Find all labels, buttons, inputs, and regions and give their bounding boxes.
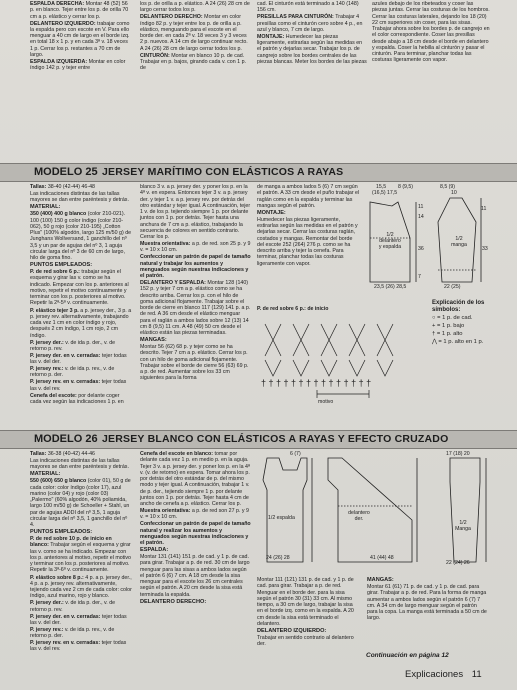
- m25-c1-paragraph-4: PUNTOS EMPLEADOS:: [30, 262, 93, 269]
- model-26-sleeve-schematic: [440, 450, 496, 570]
- m25-c1-text-10: tejer todas las v. del rev.: [30, 379, 127, 392]
- m25-c1-heading-8: P. jersey der. en v. cerradas:: [30, 352, 101, 359]
- model-25-sleeve-dim-1: 8,5 (9): [440, 184, 455, 190]
- m25-c1-heading-9: P. jersey rev.:: [30, 366, 64, 373]
- m26-c2-paragraph-1: [140, 508, 252, 521]
- m25-c1-text-8: tejer todas las v. del der.: [30, 352, 127, 366]
- legend-item-alto-en: ⋀ = 1 p. alto en 1 p.: [432, 339, 484, 345]
- m25-c1-paragraph-1: [30, 191, 132, 204]
- top-c3-text-0: cad. El cinturón está terminado a 140 (148) 156 cm.: [257, 1, 359, 14]
- m26-c1-paragraph-9: [30, 627, 132, 640]
- top-c3-text-2: Humedecer las piezas ligeramente, estirarlas según las medidas en el patrón y dejarlas secar. Trabajar los p. de cangrejo sobre los bordes centrales de las piezas blancas. Meter los bordes de las piezas: [257, 33, 367, 65]
- top-c1-text-2: Montar en color índigo 142 p. y tejer entre: [30, 58, 126, 72]
- m26-c2-text-0: tomar por delante cada vez 1 p. en medio p. en la aguja. Tejer 3 v. a p. jersey der. y poner los p. en la 4ª v. (v. de retorno) en espera. Tomar ahora los p. por detrás del otro estándar de p. del mismo modo y tejer igual. A continuación, trabajar 1 v. de p. der., tejiendo siempre 1 p. por delante juntos con 1 p. por detrás. Tejer hasta 4 cm de ancho de cenefa a p. elástico. Cerrar los p.: [140, 451, 250, 507]
- top-c3-text-1: Trabajar 4 presillas como el cinturón cero sobre 4 p., en azul y blanco, 7 cm de largo.: [257, 14, 363, 33]
- top-c1-paragraph-1: [30, 21, 132, 59]
- top-c2-text-0: los p. de orilla a p. elástico. A 24 (26) 28 cm de largo cerrar todos los p.: [140, 1, 250, 14]
- model-25-symbol-legend: [432, 300, 504, 346]
- m25-c1-text-11: por delante coger cada vez según las indicaciones 1 p. en: [30, 392, 124, 406]
- m25-c1-text-5: trabajar según el esquema y girar las v. como se ha indicado. Empezar con los p. anteriores al motivo, repetir el motivo continuamente y terminar con los p. posteriores al motivo. Repetir la 2ª-5ª v. continuamente.: [30, 269, 129, 307]
- m25-c1-heading-0: Tallas:: [30, 184, 47, 190]
- model-26-column-1: [30, 451, 132, 654]
- m25-c1-text-7: v. de ida p. der., v. de retorno p. rev.: [30, 339, 116, 352]
- model-26-front-label: delantero der.: [348, 510, 370, 522]
- model-25-column-1: [30, 184, 132, 406]
- m25-c2-text-0: blanco 3 v. a p. jersey der. y poner los p. en la 4ª v. en espera. Entonces tejer 3 v. a p. jersey der. y tejer 1 v. a p. jersey rev. por detrás del otro estándar y tejer igual. A continuación, tejer 1 v. de los p. tejiendo siempre 1 p. por delante juntos con 1 p. por detrás. Tejer hasta una anchura de 7 cm a p. elástico, trabajando la secuencia de colores en sentido contrario. Cerrar los p.: [140, 184, 251, 240]
- m25-c1-text-1: Las indicaciones distintas de las tallas mayores se dan entre paréntesis y detrás.: [30, 191, 129, 204]
- m26-c3-text-2: Trabajar en sentido contrario al delantero der.: [257, 634, 354, 648]
- top-c1-paragraph-2: [30, 59, 132, 72]
- top-c1-heading-0: ESPALDA DERECHA:: [30, 1, 85, 7]
- m25-c2-heading-3: DELANTERO Y ESPALDA:: [140, 280, 206, 287]
- m25-c2-text-3: Montar 128 (140) 152 p. y tejer 7 cm a p. elástico como se ha descrito arriba. Cerrar los p. con el hilo de goma adicional flojamente. Trabajar sobre el borde de cierre en blanco 117 (129) 141 p. a p. de red. A 36 cm desde el elástico menguar para el raglán a ambos lados sobre 12 (13) 14 cm 8 (9,5) 11 cm. A 48 (49) 50 cm desde el elástico están las piezas terminadas.: [140, 280, 251, 337]
- model-26-back-schematic: [257, 450, 319, 570]
- m26-c2-text-4: Montar 131 (141) 151 p. de cad. y 1 p. de cad. para girar. Trabajar a p. de red. 30 cm de largo menguar para las sisas a ambos lados según el patrón 6 (6) 7 cm. A 18 cm desde la sisa menguar para el escote los 26 cm centrales según el patrón. A 20 cm desde la sisa está terminada la espalda.: [140, 554, 250, 598]
- m25-c1-paragraph-5: [30, 269, 132, 307]
- m26-c1-text-9: v. de ida p. rev., v. de retorno p. der.: [30, 626, 115, 640]
- model-26-back-dim-1: 6 (7): [290, 451, 301, 457]
- m25-c3-text-0: de manga a ambos lados 5 (6) 7 cm según el patrón. A 33 cm desde el puño trabajar el raglán como en la espalda y terminar las mangas según el patrón.: [257, 184, 360, 209]
- m25-c1-heading-10: P. jersey rev. en v. cerradas:: [30, 379, 101, 386]
- m26-c1-paragraph-7: [30, 600, 132, 613]
- model-26-number: MODELO 26: [34, 433, 98, 445]
- m25-c3-text-2: Humedecer las piezas ligeramente, estirarlas según las medidas en el patrón y dejarlas secar. Cerrar las costuras raglán, costados y mangas. Remontar del borde del escote 252 (264) 276 p. como se ha descrito arriba y tejer la cenefa. Para terminar, planchar todas las costuras ligeramente con vapor.: [257, 216, 358, 267]
- top-c2-paragraph-1: [140, 14, 250, 52]
- m25-c2-heading-1: Muestra orientativa:: [140, 241, 191, 248]
- m25-c1-paragraph-10: [30, 379, 132, 392]
- m26-c3-paragraph-2: [257, 635, 360, 648]
- m26-c1-paragraph-6: [30, 575, 132, 600]
- m25-c1-text-9: v. de ida p. rev., v. de retorno p. der.: [30, 366, 115, 379]
- m25-c1-heading-5: P. de red sobre 6 p.:: [30, 269, 80, 276]
- model-25-body-label: 1/2 delantero y espalda: [378, 232, 402, 250]
- m26-c2-paragraph-5: DELANTERO DERECHO:: [140, 598, 207, 605]
- top-c1-text-1: trabajar como la espalda pero con escote en V. Para ello menguar a 40 cm de largo en el borde izq. en total 18 x 1 p. y en cada 3ª v. 18 veces 1 p. Cerrar los p. restantes a 70 cm de largo.: [30, 20, 130, 58]
- top-c2-heading-1: DELANTERO DERECHO:: [140, 14, 203, 21]
- top-c2-paragraph-0: [140, 1, 250, 14]
- m26-c1-heading-10: P. jersey rev. en v. cerradas:: [30, 640, 101, 647]
- top-c4-paragraph-0: [372, 1, 490, 64]
- model-26-sleeve-dim-1: 17 (18) 20: [446, 451, 470, 457]
- m26-c1-text-6: 4 p. a p. jersey der., 4 p. a p. jersey rev. alternativamente, tejiendo cada vez 2 cm de cada color: color índigo, azul marino, rojo y blanco.: [30, 574, 132, 600]
- model-25-sleeve-dim-5: 22 (25): [444, 284, 461, 290]
- m26-c2-heading-0: Cenefa del escote en blanco:: [140, 451, 214, 457]
- top-c3-heading-2: MONTAJE:: [257, 33, 285, 40]
- legend-title: Explicación de los símbolos:: [432, 300, 485, 313]
- continuation-note: Continuación en página 12: [366, 652, 449, 659]
- m25-c3-paragraph-1: MONTAJE:: [257, 209, 286, 216]
- model-25-chart-motivo: motivo: [318, 399, 334, 405]
- m25-c2-paragraph-5: [140, 344, 252, 382]
- top-column-3: [257, 1, 367, 66]
- m26-c1-heading-8: P. jersey der. en v. cerradas:: [30, 613, 101, 620]
- m26-c1-text-5: Trabajar según el esquema y girar las v. como se ha indicado. Empezar con los p. anteriores al motivo, repetir el motivo y terminar con los p. posteriores al motivo. Repetir la 3ª-6ª v. continuamente.: [30, 542, 131, 574]
- top-c3-paragraph-1: [257, 14, 367, 33]
- m25-c1-paragraph-7: [30, 340, 132, 353]
- m25-c1-text-0: 38-40 (42-44) 46-48: [46, 184, 95, 190]
- m25-c1-paragraph-8: [30, 353, 132, 366]
- model-26-column-3: [257, 577, 360, 648]
- top-c3-paragraph-2: [257, 34, 367, 65]
- model-26-column-2: [140, 451, 252, 606]
- top-c2-paragraph-2: [140, 53, 250, 72]
- m26-c1-paragraph-0: [30, 451, 132, 457]
- top-c3-heading-1: PRESILLAS PARA CINTURÓN:: [257, 14, 334, 21]
- model-25-title: JERSEY MARÍTIMO CON ELÁSTICOS A RAYAS: [102, 166, 344, 178]
- m26-c1-paragraph-3: [30, 478, 132, 528]
- m26-c1-heading-7: P. jersey der.:: [30, 600, 64, 607]
- m25-c1-text-6: a p. jersey der., 3 p. a p. jersey rev. alternativamente, trabajando cada vez 1 cm en color índigo y rojo, después 2 cm índigo, 1 cm rojo, 2 cm índigo.: [30, 307, 132, 339]
- m26-c3-text-0: Montar 111 (121) 131 p. de cad. y 1 p. de cad. para girar. Trabajar a p. de red. Menguar en el borde der. para la sisa según el patrón 30 (31) 33 cm. Al mismo tiempo, a 30 cm de largo, trabajar la sisa en el borde izq. como en la espalda. A 20 cm desde la sisa está terminado el delantero.: [257, 577, 354, 627]
- m25-c1-paragraph-3: [30, 211, 132, 261]
- m26-c1-heading-0: Tallas:: [30, 451, 47, 457]
- m26-c1-paragraph-4: PUNTOS EMPLEADOS:: [30, 529, 93, 536]
- model-25-body-dim-top3: (16,5) 17,5: [372, 190, 398, 196]
- model-26-column-4: [367, 577, 487, 622]
- model-26-sleeve-dim-2: 22 (24) 26: [446, 560, 470, 566]
- m26-c4-paragraph-1: [367, 584, 487, 622]
- model-25-number: MODELO 25: [34, 166, 98, 178]
- m26-c4-text-1: Montar 61 (61) 71 p. de cad. y 1 p. de cad. para girar. Trabajar a p. de red. Para la forma de manga aumentar a ambos lados según el patrón 6 (7) 7 cm. A 34 cm de largo menguar según el patrón para la copa. La manga está terminada a 50 cm de largo.: [367, 584, 487, 622]
- top-column-2: [140, 1, 250, 72]
- m26-c3-paragraph-0: [257, 577, 360, 627]
- model-25-body-dim-right1: 11: [418, 204, 424, 210]
- m25-c3-paragraph-2: [257, 217, 360, 267]
- legend-item-cad: ○ = 1 p. de cad.: [432, 315, 473, 321]
- model-25-body-dim-right3: 36: [418, 246, 424, 252]
- m26-c4-paragraph-0: MANGAS:: [367, 577, 394, 583]
- m25-c1-paragraph-0: [30, 184, 132, 190]
- top-c1-heading-2: ESPALDA IZQUIERDA:: [30, 58, 88, 65]
- model-25-column-3: [257, 184, 360, 268]
- top-c2-text-2: Montar en blanco 10 p. de cad. Trabajar en p. bajos, girando cada v. con 1 p. de: [140, 52, 247, 72]
- m26-c2-heading-1: Muestra orientativa:: [140, 508, 191, 515]
- model-25-sleeve-dim-2: 10: [451, 190, 457, 196]
- model-25-stitch-chart: [257, 314, 407, 404]
- m26-c1-heading-6: P. elástico sobre 8 p.:: [30, 574, 84, 581]
- model-26-sleeve-label: 1/2 Manga: [455, 520, 471, 532]
- m26-c1-paragraph-10: [30, 640, 132, 653]
- model-26-back-dim-2: 24 (26) 28: [266, 555, 290, 561]
- model-25-body-dim-bottom: 23,5 (26) 28,5: [374, 284, 407, 290]
- m25-c2-paragraph-1: [140, 241, 252, 254]
- m26-c1-text-1: Las indicaciones distintas de las tallas mayores se dan entre paréntesis y detrás.: [30, 458, 129, 471]
- top-column-4: [372, 1, 490, 64]
- model-25-header: [0, 163, 517, 182]
- model-26-front-dim-1: 41 (44) 48: [370, 555, 394, 561]
- m26-c1-heading-3: 550 (600) 650 g blanco: [30, 478, 87, 485]
- m26-c1-text-7: v. de ida p. der., v. de retorno p. rev.: [30, 600, 116, 613]
- top-c1-text-0: Montar 48 (52) 56 p. en blanco. Tejer entre los p. de orilla 70 cm a p. elástico y cerrar los p.: [30, 1, 129, 20]
- svg-text:† † † † † † † † † † † † † † †: † † † † † † † † † † † † † † †: [261, 378, 372, 388]
- model-25-column-2: [140, 184, 252, 383]
- m26-c2-paragraph-0: [140, 451, 252, 507]
- m26-c1-paragraph-1: [30, 458, 132, 471]
- m25-c2-paragraph-0: [140, 184, 252, 240]
- m25-c2-paragraph-4: MANGAS:: [140, 337, 167, 344]
- model-25-body-dim-top: 15,5: [376, 184, 387, 190]
- top-column-1: [30, 1, 132, 72]
- m25-c2-text-5: Montar 56 (62) 68 p. y tejer como se ha descrito. Tejer 7 cm a p. elástico. Cerrar los p. con un hilo de goma adicional flojamente. Trabajar sobre el borde de cierre 56 (63) 69 p. a p. de red. Aumentar sobre los 33 cm siguientes para la forma: [140, 344, 249, 382]
- top-c4-text-0: azules debajo de los ribeteados y coser las piezas juntas. Cerrar las costuras de los hombros. Cerrar las costuras laterales, dejando los 18 (20) 22 cm superiores sin coser, para las sisas. Trabajar ahora sobre los bordes p. de cangrejo en el color correspondiente. Coser las presillas desde abajo a 18 cm desde el borde en delantero y espalda. Coser la hebilla al cinturón y pasar el cinturón. Para terminar, planchar todas las costuras ligeramente con vapor.: [372, 1, 490, 64]
- model-25-chart-title: P. de red sobre 6 p.: de inicio: [257, 306, 329, 312]
- m26-c1-text-8: tejer todas las v. del der.: [30, 613, 127, 626]
- model-25-sleeve-label: 1/2 manga: [451, 236, 467, 248]
- top-c1-paragraph-0: [30, 1, 132, 20]
- model-25-body-dim-top2: 8 (9,5): [398, 184, 413, 190]
- m26-c1-text-3: (color 01), 50 g de cada color: color índigo (color 17), azul marino (color 04) y rojo (color 03) „Palermo" (60% algodón, 40% poliamida, largo 100 m/50 g) de Schoeller + Stahl, un par de agujas ADDI del nº 3,5, 1 aguja circular larga del nº 3,5, 1 ganchillo del nº 4.: [30, 478, 131, 529]
- top-c1-heading-1: DELANTERO IZQUIERDO:: [30, 20, 96, 27]
- m26-c2-text-1: a p. de red son 27 p. y 9 v. = 10 x 10 cm.: [140, 508, 249, 521]
- m25-c1-paragraph-6: [30, 308, 132, 339]
- m25-c1-heading-7: P. jersey der.:: [30, 339, 64, 346]
- m25-c2-heading-2: Confeccionar un patrón de papel de tamaño natural y trabajar los aumentos y menguados según nuestras indicaciones y el patrón.: [140, 254, 251, 280]
- top-c2-heading-2: CINTURÓN:: [140, 52, 170, 59]
- m26-c2-paragraph-3: ESPALDA:: [140, 547, 169, 554]
- m25-c2-paragraph-3: [140, 280, 252, 336]
- m26-c1-text-0: 36-38 (40-42) 44-46: [46, 451, 95, 457]
- m26-c3-paragraph-1: DELANTERO IZQUIERDO:: [257, 627, 327, 634]
- m25-c2-paragraph-2: [140, 254, 252, 279]
- m25-c3-paragraph-0: [257, 184, 360, 209]
- model-25-body-dim-right2: 14: [418, 214, 424, 220]
- model-26-title: JERSEY BLANCO CON ELÁSTICOS A RAYAS Y EFECTO CRUZADO: [102, 433, 449, 445]
- m26-c1-heading-5: P. de red sobre 10 p. de inicio en blanco:: [30, 536, 112, 549]
- model-25-sleeve-dim-3: 11: [481, 206, 487, 212]
- m26-c2-paragraph-2: [140, 521, 252, 546]
- m25-c1-text-3: (color 210-021). 100 (100) 150 g color índigo (color 210-062), 50 g rojo (color 210-195) „Cotton Plus" (100% algodón, largo 125 m/50 g) de Junghans Wollversand, 1 ganchillo del nº 3,5 y un par de agujas del nº 3, 1 aguja circular larga del nº 3 de 60 cm de largo, hilo de goma fino.: [30, 211, 132, 262]
- legend-item-alto: † = 1 p. alto: [432, 331, 463, 337]
- m26-c2-paragraph-4: [140, 554, 252, 598]
- m25-c1-heading-3: 350 (400) 400 g blanco: [30, 211, 87, 218]
- section-footer: [405, 669, 482, 680]
- model-25-sleeve-dim-4: 33: [482, 246, 488, 252]
- m25-c1-heading-6: P. elástico tejer 3 p.: [30, 307, 79, 314]
- model-25-body-dim-right4: 7: [418, 274, 421, 280]
- page-number: 11: [471, 669, 482, 680]
- m25-c1-heading-11: Cenefa del escote:: [30, 392, 77, 399]
- top-c2-text-1: Montar en color índigo 82 p. y tejer entre los p. de orilla a p. elástico, menguando para el escote en el borde der. en cada 2ª v. 18 veces 3 y 3 veces 2 p. nuevos. A 14 cm de largo continuar recto. A 24 (26) 28 cm de largo cerrar todos los p.: [140, 14, 248, 52]
- model-26-back-label: 1/2 espalda: [268, 515, 295, 521]
- model-26-front-schematic: [322, 450, 422, 570]
- model-26-header: [0, 430, 517, 449]
- legend-item-bajo: + = 1 p. bajo: [432, 323, 465, 329]
- m25-c2-text-1: a p. de red. son 25 p. y 9 v. = 10 x 10 cm.: [140, 241, 251, 254]
- m26-c1-paragraph-8: [30, 614, 132, 627]
- m26-c1-heading-9: P. jersey rev.:: [30, 626, 64, 633]
- m25-c1-paragraph-2: MATERIAL:: [30, 204, 61, 211]
- m26-c2-heading-2: Confeccionar un patrón de papel de tamaño natural y realizar los aumentos y menguados según nuestras indicaciones y el patrón.: [140, 521, 251, 547]
- m25-c1-paragraph-9: [30, 366, 132, 379]
- m26-c1-paragraph-5: [30, 536, 132, 574]
- m25-c1-paragraph-11: [30, 393, 132, 406]
- top-c3-paragraph-0: [257, 1, 367, 14]
- m26-c1-text-10: tejer todas las v. del rev.: [30, 640, 127, 653]
- m26-c1-paragraph-2: MATERIAL:: [30, 471, 61, 478]
- section-name: Explicaciones: [405, 669, 464, 680]
